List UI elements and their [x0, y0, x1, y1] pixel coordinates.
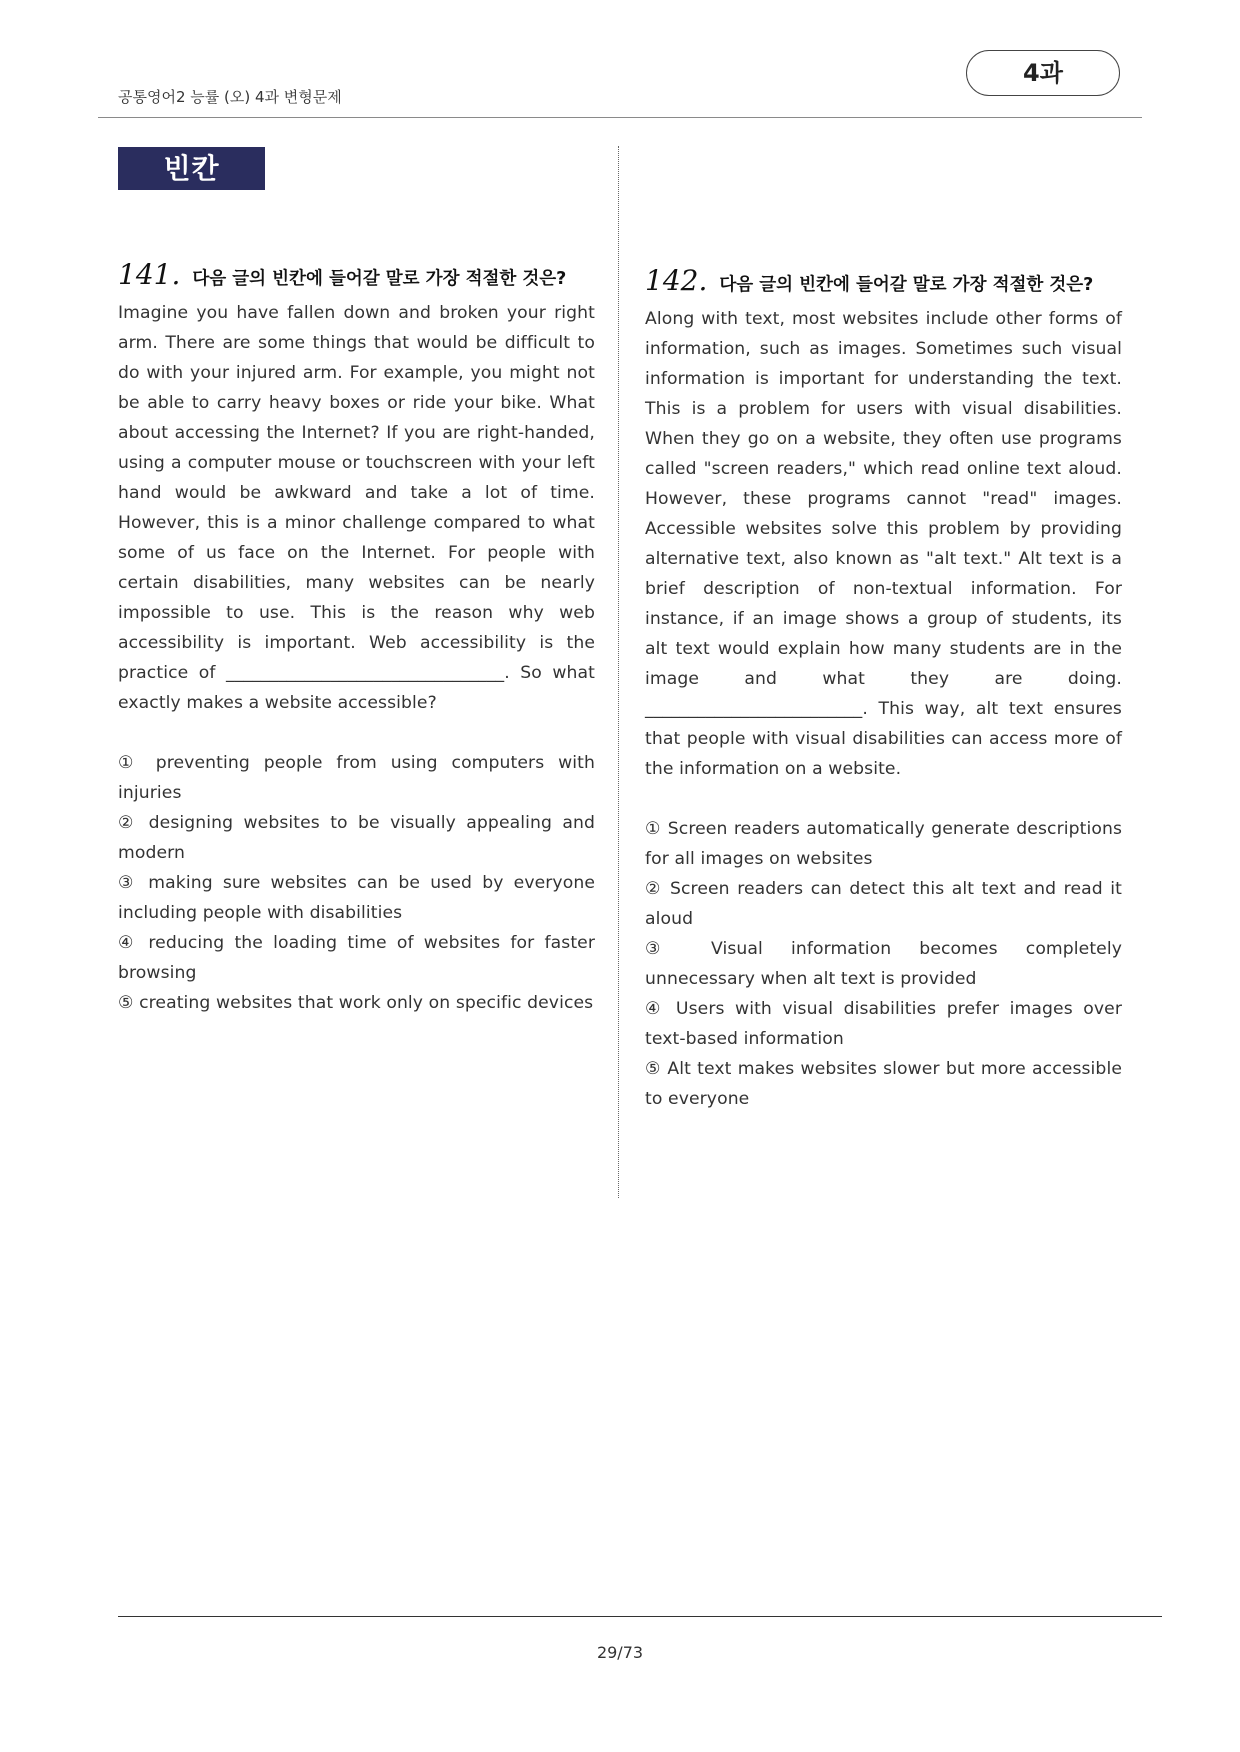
answer-choice-3: ③ Visual information becomes completely unnecessary when alt text is provided	[645, 939, 1122, 989]
question-number: 142.	[645, 264, 708, 297]
answer-choices	[118, 748, 595, 1018]
document-header-title: 공통영어2 능률 (오) 4과 변형문제	[118, 88, 342, 106]
answer-choice-1: ① preventing people from using computers with injuries	[118, 753, 595, 803]
answer-choice-3: ③ making sure websites can be used by everyone including people with disabilities	[118, 873, 595, 923]
answer-choice-2: ② Screen readers can detect this alt text and read it aloud	[645, 879, 1122, 929]
answer-choice-4: ④ Users with visual disabilities prefer images over text-based information	[645, 999, 1122, 1049]
question-number: 141.	[118, 258, 181, 291]
question-passage: Imagine you have fallen down and broken your right arm. There are some things that would be difficult to do with your injured arm. For example, you might not be able to carry heavy boxes or ride your bike. What about accessing the Internet? If you are right-handed, using a computer mouse or touchscreen with your left hand would be awkward and take a lot of time. However, this is a minor challenge compared to what some of us face on the Internet. For people with certain disabilities, many websites can be nearly impossible to use. This is the reason why web accessibility is important. Web accessibility is the practice of ________________________________. So what exactly makes a website accessible?	[118, 303, 595, 713]
section-label: 빈칸	[118, 147, 265, 190]
page-number: 29/73	[596, 1643, 644, 1662]
question-prompt: 다음 글의 빈칸에 들어갈 말로 가장 적절한 것은?	[192, 269, 567, 289]
lesson-badge: 4과	[966, 50, 1120, 96]
answer-choice-5: ⑤ Alt text makes websites slower but more accessible to everyone	[645, 1059, 1122, 1109]
question-142	[645, 264, 1122, 1114]
question-141	[118, 258, 595, 1018]
answer-choices	[645, 814, 1122, 1114]
column-divider	[618, 146, 619, 1198]
answer-choice-5: ⑤ creating websites that work only on specific devices	[118, 993, 594, 1013]
header-divider	[98, 117, 1142, 118]
question-header	[645, 264, 1122, 300]
answer-choice-1: ① Screen readers automatically generate descriptions for all images on websites	[645, 819, 1122, 869]
question-header	[118, 258, 595, 294]
answer-choice-4: ④ reducing the loading time of websites for faster browsing	[118, 933, 595, 983]
question-prompt: 다음 글의 빈칸에 들어갈 말로 가장 적절한 것은?	[719, 275, 1094, 295]
answer-choice-2: ② designing websites to be visually appealing and modern	[118, 813, 595, 863]
footer-divider	[118, 1616, 1162, 1617]
question-passage: Along with text, most websites include other forms of information, such as images. Sometimes such visual information is important for understanding the text. This is a problem for users with visual disabilities. When they go on a website, they often use programs called "screen readers," which read online text aloud. However, these programs cannot "read" images. Accessible websites solve this problem by providing alternative text, also known as "alt text." Alt text is a brief description of non-textual information. For instance, if an image shows a group of students, its alt text would explain how many students are in the image and what they are doing. _________________________. This way, alt text ensures that people with visual disabilities can access more of the information on a website.	[645, 309, 1122, 779]
